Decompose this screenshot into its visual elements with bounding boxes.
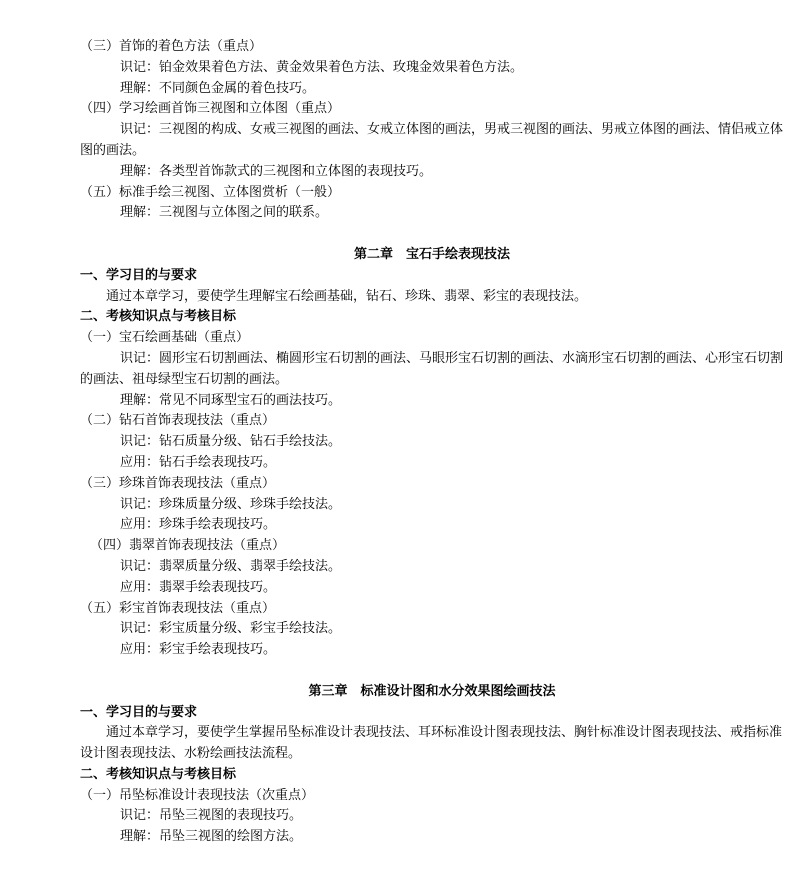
apply-line: 应用：彩宝手绘表现技巧。 [120, 642, 277, 658]
remember-line: 识记：三视图的构成、女戒三视图的画法、女戒立体图的画法，男戒三视图的画法、男戒立体图的画法、情侣戒立体图的画法。 [80, 122, 784, 158]
remember-line: 识记：珍珠质量分级、珍珠手绘技法。 [120, 496, 342, 512]
knowledge-point: （五）彩宝首饰表现技法（重点） [80, 600, 276, 616]
chapter-3-title: 第三章 标准设计图和水分效果图绘画技法 [308, 683, 556, 699]
understand-line: 理解：三视图与立体图之间的联系。 [120, 205, 329, 221]
goal-heading: 一、学习目的与要求 [80, 267, 198, 283]
section-item-3: （三）首饰的着色方法（重点） [80, 39, 263, 54]
apply-line: 应用：珍珠手绘表现技巧。 [120, 517, 277, 533]
understand-line: 理解：不同颜色金属的着色技巧。 [120, 80, 316, 96]
points-heading: 二、考核知识点与考核目标 [80, 766, 237, 782]
apply-line: 应用：翡翠手绘表现技巧。 [120, 579, 277, 595]
remember-line: 识记：铂金效果着色方法、黄金效果着色方法、玫瑰金效果着色方法。 [120, 59, 524, 75]
points-heading: 二、考核知识点与考核目标 [80, 309, 237, 325]
chapter-2-title: 第二章 宝石手绘表现技法 [353, 246, 510, 262]
apply-line: 应用：钻石手绘表现技巧。 [120, 454, 277, 470]
understand-line: 理解：常见不同琢型宝石的画法技巧。 [120, 392, 342, 408]
understand-line: 理解：吊坠三视图的绘图方法。 [120, 829, 303, 845]
knowledge-point: （二）钻石首饰表现技法（重点） [80, 413, 276, 429]
knowledge-point: （四）翡翠首饰表现技法（重点） [90, 538, 286, 554]
spacer [80, 661, 784, 682]
spacer [80, 224, 784, 245]
goal-text: 通过本章学习，要使学生理解宝石绘画基础，钻石、珍珠、翡翠、彩宝的表现技法。 [106, 288, 588, 304]
goal-heading: 一、学习目的与要求 [80, 704, 198, 720]
remember-line: 识记：彩宝质量分级、彩宝手绘技法。 [120, 621, 342, 637]
knowledge-point: （一）吊坠标准设计表现技法（次重点） [80, 787, 315, 803]
knowledge-point: （三）珍珠首饰表现技法（重点） [80, 475, 276, 491]
section-item-4: （四）学习绘画首饰三视图和立体图（重点） [80, 101, 341, 117]
remember-line: 识记：钻石质量分级、钻石手绘技法。 [120, 434, 342, 450]
section-item-5: （五）标准手绘三视图、立体图赏析（一般） [80, 184, 341, 200]
remember-line: 识记：翡翠质量分级、翡翠手绘技法。 [120, 558, 342, 574]
remember-line: 识记：吊坠三视图的表现技巧。 [120, 808, 303, 824]
document-page [80, 37, 784, 848]
understand-line: 理解：各类型首饰款式的三视图和立体图的表现技巧。 [120, 163, 433, 179]
remember-line: 识记：圆形宝石切割画法、椭圆形宝石切割的画法、马眼形宝石切割的画法、水滴形宝石切割的画法、心形宝石切割的画法、祖母绿型宝石切割的画法。 [80, 350, 784, 387]
goal-text: 通过本章学习，要使学生掌握吊坠标准设计表现技法、耳环标准设计图表现技法、胸针标准设计图表现技法、戒指标准设计图表现技法、水粉绘画技法流程。 [80, 725, 783, 762]
knowledge-point: （一）宝石绘画基础（重点） [80, 330, 250, 346]
